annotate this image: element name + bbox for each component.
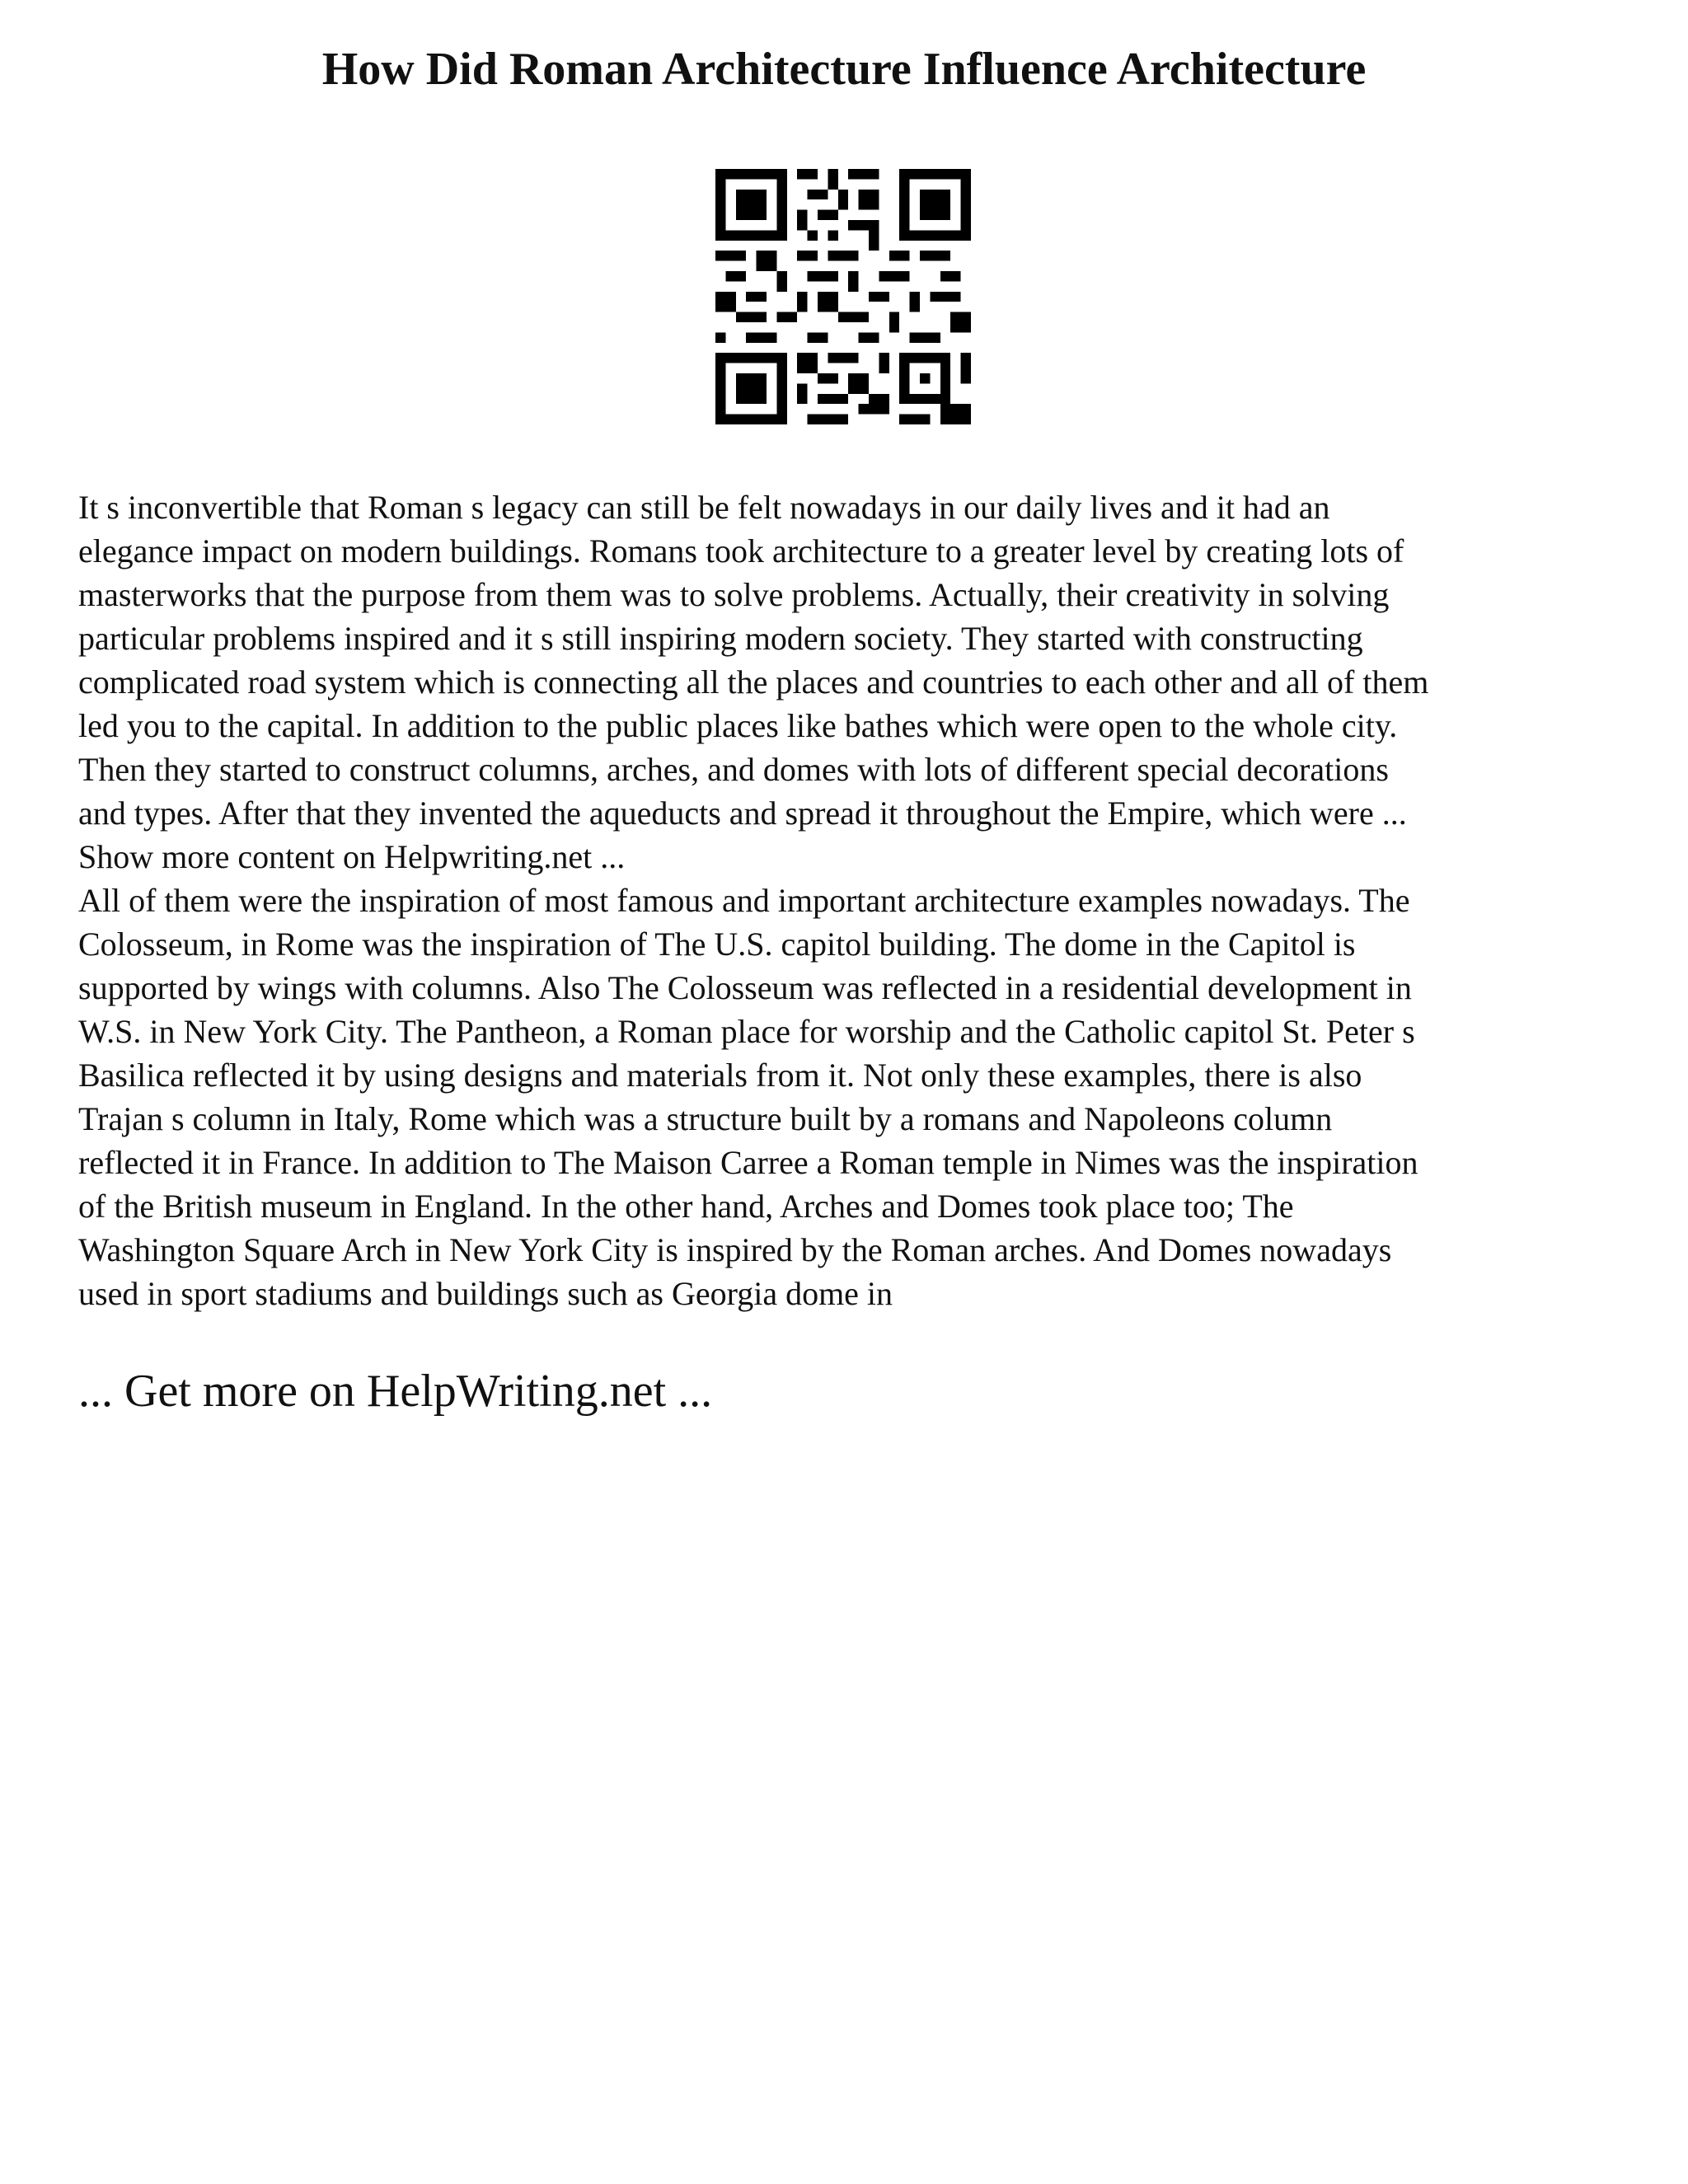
paragraph-2-line: W.S. in New York City. The Pantheon, a Roman place for worship and the Catholic capitol St. Peter s <box>78 1013 1415 1050</box>
paragraph-1-line: It s inconvertible that Roman s legacy can still be felt nowadays in our daily lives and it had an <box>78 489 1330 526</box>
paragraph-2-line: Trajan s column in Italy, Rome which was a structure built by a romans and Napoleons column <box>78 1100 1333 1137</box>
paragraph-1-line: masterworks that the purpose from them was to solve problems. Actually, their creativity in solving <box>78 576 1390 613</box>
paragraph-2-line: Colosseum, in Rome was the inspiration of The U.S. capitol building. The dome in the Capitol is <box>78 926 1356 963</box>
paragraph-2-line: of the British museum in England. In the other hand, Arches and Domes took place too; The <box>78 1188 1294 1225</box>
paragraph-2-line: Washington Square Arch in New York City is inspired by the Roman arches. And Domes nowadays <box>78 1231 1392 1268</box>
page-title: How Did Roman Architecture Influence Architecture <box>321 44 1367 95</box>
paragraph-1-line: particular problems inspired and it s still inspiring modern society. They started with constructing <box>78 620 1363 657</box>
paragraph-1-line: Then they started to construct columns, arches, and domes with lots of different special decorations <box>78 751 1389 788</box>
article-body <box>78 485 1624 1315</box>
paragraph-2-line: used in sport stadiums and buildings such as Georgia dome in <box>78 1275 893 1312</box>
paragraph-1-line: complicated road system which is connecting all the places and countries to each other and all of them <box>78 663 1429 701</box>
paragraph-2-line: supported by wings with columns. Also The Colosseum was reflected in a residential development in <box>78 969 1412 1006</box>
paragraph-2-line: All of them were the inspiration of most famous and important architecture examples nowadays. The <box>78 882 1410 919</box>
show-more-link[interactable]: Show more content on Helpwriting.net ... <box>78 838 626 875</box>
paragraph-2-line: Basilica reflected it by using designs and materials from it. Not only these examples, there is also <box>78 1057 1362 1094</box>
paragraph-1-line: and types. After that they invented the aqueducts and spread it throughout the Empire, which were ... <box>78 794 1407 832</box>
get-more-link[interactable]: ... Get more on HelpWriting.net ... <box>78 1366 713 1417</box>
paragraph-2-line: reflected it in France. In addition to The Maison Carree a Roman temple in Nimes was the inspiration <box>78 1144 1418 1181</box>
qr-code-icon <box>715 169 971 424</box>
paragraph-1-line: elegance impact on modern buildings. Romans took architecture to a greater level by creating lots of <box>78 532 1404 569</box>
paragraph-1-line: led you to the capital. In addition to the public places like bathes which were open to the whole city. <box>78 707 1398 744</box>
